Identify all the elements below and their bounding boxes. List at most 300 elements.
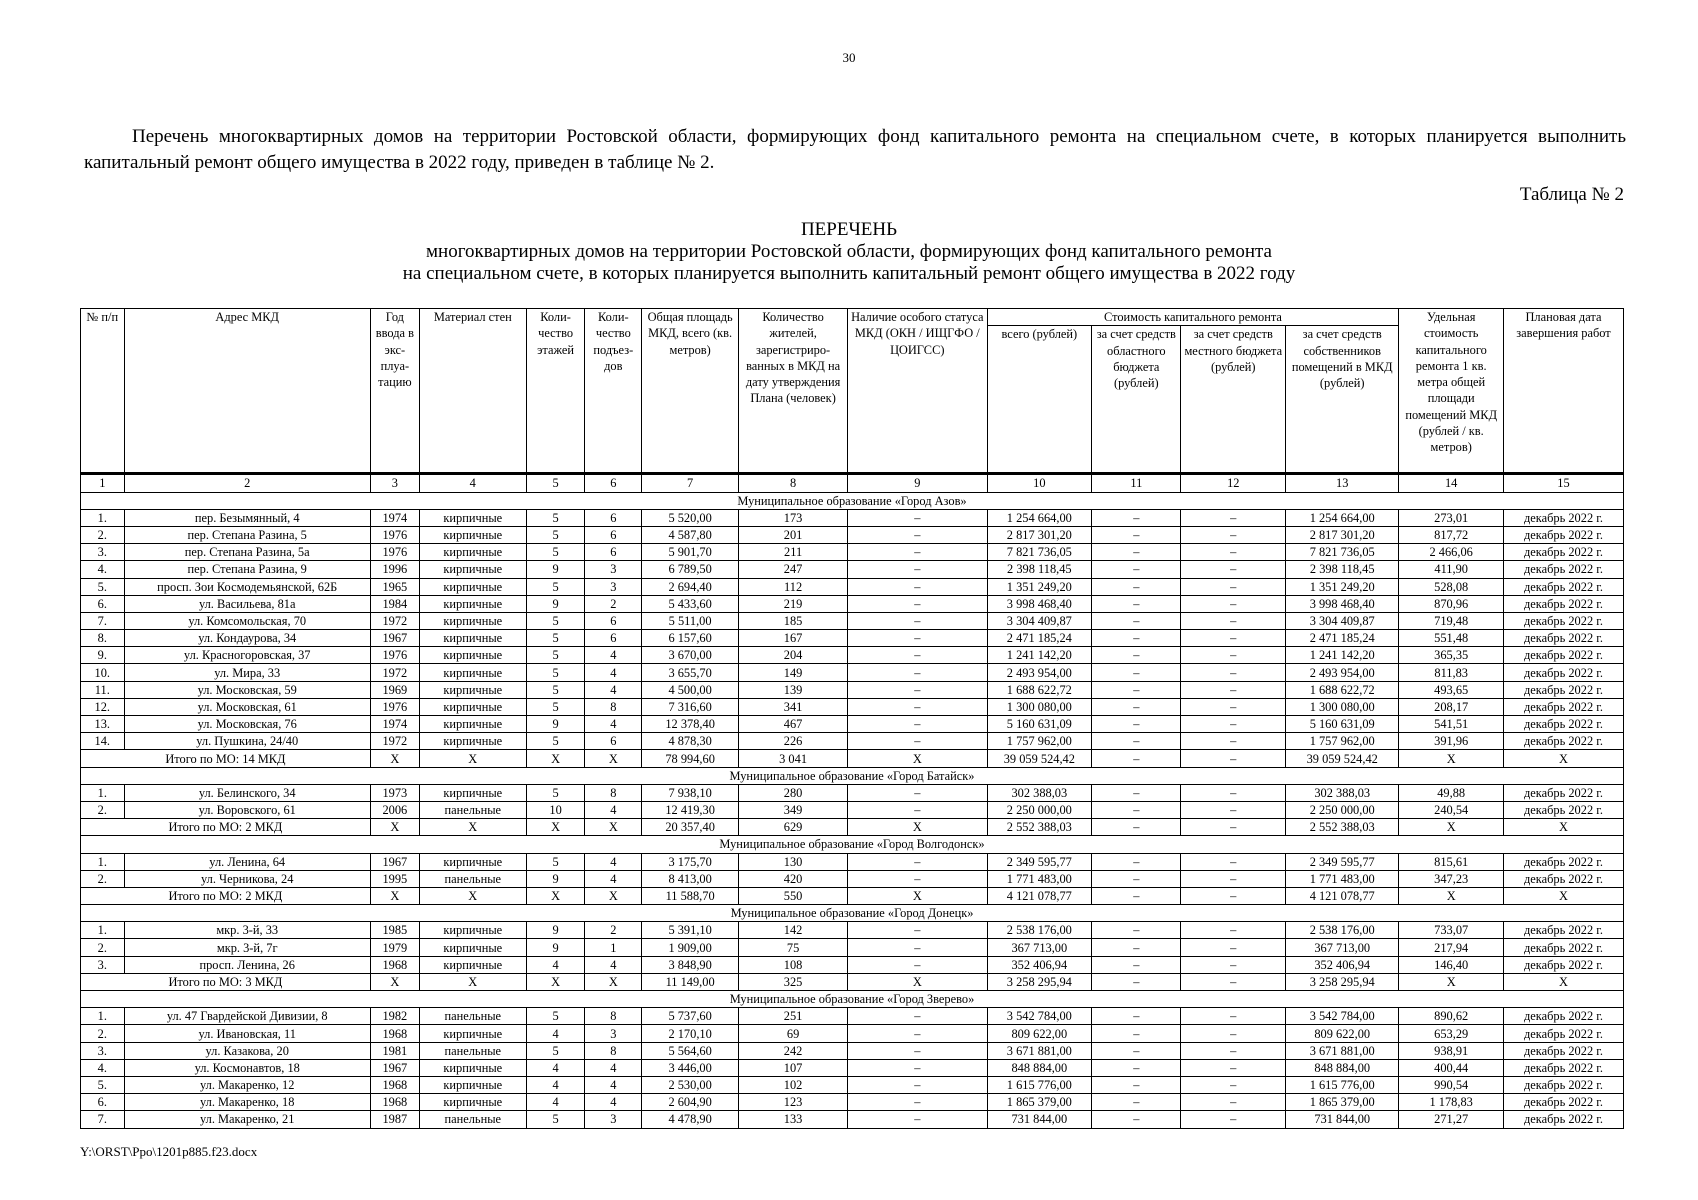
cell-floors: 5 — [526, 526, 585, 543]
cell-planned-date: декабрь 2022 г. — [1503, 1042, 1623, 1059]
cell-status: – — [848, 1042, 987, 1059]
cell-floors: 5 — [526, 509, 585, 526]
cell-floors: 4 — [526, 956, 585, 973]
cell-cost-total: 367 713,00 — [987, 939, 1092, 956]
cell-year: 1976 — [370, 544, 419, 561]
table-row — [81, 1111, 1624, 1128]
cell-unit-cost: 411,90 — [1399, 561, 1504, 578]
file-path-footer: Y:\ORST\Ppo\1201p885.f23.docx — [80, 1144, 258, 1159]
cell-status: – — [848, 578, 987, 595]
cell-residents: 204 — [739, 647, 848, 664]
cell-address: ул. Макаренко, 12 — [124, 1076, 370, 1093]
cell-cost-total: 1 351 249,20 — [987, 578, 1092, 595]
cell-residents: 226 — [739, 733, 848, 750]
cell-planned-date: декабрь 2022 г. — [1503, 1111, 1623, 1128]
column-number: 6 — [585, 474, 642, 492]
cell-entrances: 8 — [585, 698, 642, 715]
heading-line-2: многоквартирных домов на территории Ростовской области, формирующих фонд капитального ремонта — [426, 241, 1272, 262]
table-row — [81, 939, 1624, 956]
column-numbers-row — [81, 474, 1624, 492]
cell-unit-cost: 870,96 — [1399, 595, 1504, 612]
cell-status: – — [848, 1111, 987, 1128]
cell-floors: 9 — [526, 561, 585, 578]
cell-unit-cost: 1 178,83 — [1399, 1094, 1504, 1111]
cell-cost-owners: 2 817 301,20 — [1286, 526, 1399, 543]
cell-year: 2006 — [370, 801, 419, 818]
cell-area: 1 909,00 — [642, 939, 739, 956]
table-row — [81, 647, 1624, 664]
total-label: Итого по МО: 14 МКД — [81, 750, 371, 767]
table-row — [81, 526, 1624, 543]
cell-material: кирпичные — [419, 1076, 526, 1093]
cell-entrances: 4 — [585, 664, 642, 681]
cell-cost-regional: – — [1092, 939, 1181, 956]
cell-area: 5 901,70 — [642, 544, 739, 561]
col-header-residents: Количество жителей, зарегистриро-ванных в МКД на дату утверждения Плана (человек) — [739, 309, 848, 474]
cell-cost-regional: – — [1092, 1008, 1181, 1025]
cell-unit-cost: 938,91 — [1399, 1042, 1504, 1059]
cell-year: 1968 — [370, 1076, 419, 1093]
total-status: X — [848, 819, 987, 836]
table-row — [81, 681, 1624, 698]
cell-cost-local: – — [1181, 1025, 1286, 1042]
cell-area: 5 520,00 — [642, 509, 739, 526]
cell-status: – — [848, 870, 987, 887]
cell-entrances: 6 — [585, 612, 642, 629]
cell-cost-total: 809 622,00 — [987, 1025, 1092, 1042]
total-status: X — [848, 887, 987, 904]
total-unit-cost: X — [1399, 750, 1504, 767]
cell-material: кирпичные — [419, 526, 526, 543]
cell-area: 5 391,10 — [642, 922, 739, 939]
total-year: X — [370, 750, 419, 767]
cell-address: мкр. 3-й, 7г — [124, 939, 370, 956]
col-header-area: Общая площадь МКД, всего (кв. метров) — [642, 309, 739, 474]
cell-year: 1976 — [370, 647, 419, 664]
cell-cost-local: – — [1181, 612, 1286, 629]
municipality-name: Муниципальное образование «Город Азов» — [81, 492, 1624, 509]
total-planned-date: X — [1503, 819, 1623, 836]
cell-residents: 130 — [739, 853, 848, 870]
cell-address: ул. Васильева, 81а — [124, 595, 370, 612]
cell-cost-owners: 3 304 409,87 — [1286, 612, 1399, 629]
cell-address: ул. Макаренко, 18 — [124, 1094, 370, 1111]
cell-residents: 420 — [739, 870, 848, 887]
cell-cost-owners: 1 254 664,00 — [1286, 509, 1399, 526]
cell-cost-total: 1 688 622,72 — [987, 681, 1092, 698]
cell-cost-regional: – — [1092, 612, 1181, 629]
cell-unit-cost: 2 466,06 — [1399, 544, 1504, 561]
cell-unit-cost: 811,83 — [1399, 664, 1504, 681]
cell-cost-regional: – — [1092, 733, 1181, 750]
cell-unit-cost: 146,40 — [1399, 956, 1504, 973]
cell-row-num: 3. — [81, 1042, 125, 1059]
cell-entrances: 2 — [585, 922, 642, 939]
cell-area: 4 478,90 — [642, 1111, 739, 1128]
total-label: Итого по МО: 2 МКД — [81, 887, 371, 904]
cell-row-num: 5. — [81, 578, 125, 595]
cell-status: – — [848, 1094, 987, 1111]
cell-address: мкр. 3-й, 33 — [124, 922, 370, 939]
cell-planned-date: декабрь 2022 г. — [1503, 647, 1623, 664]
cell-cost-local: – — [1181, 526, 1286, 543]
cell-material: кирпичные — [419, 612, 526, 629]
cell-address: ул. 47 Гвардейской Дивизии, 8 — [124, 1008, 370, 1025]
cell-floors: 5 — [526, 698, 585, 715]
table-body — [81, 492, 1624, 1128]
cell-address: ул. Московская, 76 — [124, 716, 370, 733]
cell-entrances: 6 — [585, 630, 642, 647]
cell-cost-regional: – — [1092, 1042, 1181, 1059]
cell-residents: 467 — [739, 716, 848, 733]
cell-material: кирпичные — [419, 698, 526, 715]
cell-area: 5 433,60 — [642, 595, 739, 612]
table-row — [81, 698, 1624, 715]
column-number: 15 — [1503, 474, 1623, 492]
cell-entrances: 3 — [585, 578, 642, 595]
cell-status: – — [848, 561, 987, 578]
total-cost-owners: 2 552 388,03 — [1286, 819, 1399, 836]
cell-row-num: 1. — [81, 853, 125, 870]
cell-planned-date: декабрь 2022 г. — [1503, 698, 1623, 715]
cell-floors: 5 — [526, 664, 585, 681]
cell-row-num: 3. — [81, 956, 125, 973]
cell-planned-date: декабрь 2022 г. — [1503, 526, 1623, 543]
cell-residents: 139 — [739, 681, 848, 698]
cell-cost-local: – — [1181, 853, 1286, 870]
cell-cost-total: 2 349 595,77 — [987, 853, 1092, 870]
table-row — [81, 853, 1624, 870]
cell-cost-regional: – — [1092, 595, 1181, 612]
total-year: X — [370, 887, 419, 904]
cell-cost-local: – — [1181, 784, 1286, 801]
cell-year: 1968 — [370, 1025, 419, 1042]
total-entrances: X — [585, 973, 642, 990]
total-unit-cost: X — [1399, 819, 1504, 836]
cell-entrances: 4 — [585, 681, 642, 698]
total-cost-owners: 4 121 078,77 — [1286, 887, 1399, 904]
cell-address: просп. Зои Космодемьянской, 62Б — [124, 578, 370, 595]
cell-unit-cost: 208,17 — [1399, 698, 1504, 715]
cell-cost-total: 2 398 118,45 — [987, 561, 1092, 578]
table-row — [81, 578, 1624, 595]
cell-material: панельные — [419, 801, 526, 818]
cell-unit-cost: 551,48 — [1399, 630, 1504, 647]
table-row — [81, 733, 1624, 750]
cell-row-num: 6. — [81, 595, 125, 612]
cell-cost-local: – — [1181, 716, 1286, 733]
cell-address: просп. Ленина, 26 — [124, 956, 370, 973]
cell-planned-date: декабрь 2022 г. — [1503, 1059, 1623, 1076]
total-area: 20 357,40 — [642, 819, 739, 836]
cell-year: 1987 — [370, 1111, 419, 1128]
cell-cost-total: 2 471 185,24 — [987, 630, 1092, 647]
total-cost-owners: 3 258 295,94 — [1286, 973, 1399, 990]
cell-cost-local: – — [1181, 1008, 1286, 1025]
cell-residents: 112 — [739, 578, 848, 595]
cell-residents: 247 — [739, 561, 848, 578]
cell-year: 1979 — [370, 939, 419, 956]
cell-material: кирпичные — [419, 956, 526, 973]
cell-cost-owners: 3 542 784,00 — [1286, 1008, 1399, 1025]
cell-unit-cost: 217,94 — [1399, 939, 1504, 956]
cell-entrances: 4 — [585, 1094, 642, 1111]
cell-material: кирпичные — [419, 509, 526, 526]
cell-status: – — [848, 698, 987, 715]
column-number: 10 — [987, 474, 1092, 492]
cell-residents: 167 — [739, 630, 848, 647]
cell-entrances: 4 — [585, 1076, 642, 1093]
header-row — [81, 309, 1624, 326]
cell-entrances: 1 — [585, 939, 642, 956]
cell-status: – — [848, 595, 987, 612]
cell-material: кирпичные — [419, 1025, 526, 1042]
cell-cost-regional: – — [1092, 578, 1181, 595]
table-row — [81, 956, 1624, 973]
cell-year: 1969 — [370, 681, 419, 698]
cell-status: – — [848, 509, 987, 526]
cell-cost-regional: – — [1092, 681, 1181, 698]
cell-status: – — [848, 1025, 987, 1042]
cell-floors: 9 — [526, 595, 585, 612]
table-row — [81, 922, 1624, 939]
cell-cost-owners: 2 349 595,77 — [1286, 853, 1399, 870]
total-cost-local: – — [1181, 819, 1286, 836]
total-unit-cost: X — [1399, 973, 1504, 990]
cell-area: 6 157,60 — [642, 630, 739, 647]
total-residents: 629 — [739, 819, 848, 836]
cell-status: – — [848, 1059, 987, 1076]
cell-address: ул. Макаренко, 21 — [124, 1111, 370, 1128]
cell-planned-date: декабрь 2022 г. — [1503, 1094, 1623, 1111]
cell-cost-total: 2 250 000,00 — [987, 801, 1092, 818]
cell-floors: 9 — [526, 939, 585, 956]
col-header-cost-group: Стоимость капитального ремонта — [987, 309, 1399, 326]
table-row — [81, 544, 1624, 561]
cell-cost-total: 302 388,03 — [987, 784, 1092, 801]
cell-unit-cost: 493,65 — [1399, 681, 1504, 698]
cell-area: 3 848,90 — [642, 956, 739, 973]
cell-cost-total: 3 671 881,00 — [987, 1042, 1092, 1059]
column-number: 12 — [1181, 474, 1286, 492]
heading-title: ПЕРЕЧЕНЬ — [800, 219, 898, 240]
cell-cost-total: 848 884,00 — [987, 1059, 1092, 1076]
cell-status: – — [848, 630, 987, 647]
cell-year: 1995 — [370, 870, 419, 887]
cell-area: 3 670,00 — [642, 647, 739, 664]
cell-unit-cost: 365,35 — [1399, 647, 1504, 664]
cell-address: пер. Степана Разина, 9 — [124, 561, 370, 578]
cell-unit-cost: 347,23 — [1399, 870, 1504, 887]
cell-material: кирпичные — [419, 939, 526, 956]
cell-status: – — [848, 956, 987, 973]
cell-area: 5 564,60 — [642, 1042, 739, 1059]
col-header-floors: Коли-чество этажей — [526, 309, 585, 474]
cell-cost-regional: – — [1092, 544, 1181, 561]
total-entrances: X — [585, 819, 642, 836]
cell-row-num: 5. — [81, 1076, 125, 1093]
cell-residents: 107 — [739, 1059, 848, 1076]
col-header-year: Год ввода в экс-плуа-тацию — [370, 309, 419, 474]
table-row — [81, 1042, 1624, 1059]
cell-row-num: 2. — [81, 870, 125, 887]
column-number: 11 — [1092, 474, 1181, 492]
cell-status: – — [848, 853, 987, 870]
cell-year: 1996 — [370, 561, 419, 578]
cell-status: – — [848, 681, 987, 698]
column-number: 1 — [81, 474, 125, 492]
cell-material: кирпичные — [419, 595, 526, 612]
total-material: X — [419, 750, 526, 767]
cell-year: 1972 — [370, 733, 419, 750]
cell-residents: 349 — [739, 801, 848, 818]
total-floors: X — [526, 819, 585, 836]
cell-floors: 5 — [526, 630, 585, 647]
total-floors: X — [526, 887, 585, 904]
cell-row-num: 7. — [81, 1111, 125, 1128]
col-header-status: Наличие особого статуса МКД (ОКН / ИЩГФО / ЦОИГСС) — [848, 309, 987, 474]
cell-row-num: 2. — [81, 526, 125, 543]
col-header-cost-total: всего (рублей) — [987, 326, 1092, 474]
cell-status: – — [848, 922, 987, 939]
cell-unit-cost: 719,48 — [1399, 612, 1504, 629]
cell-entrances: 6 — [585, 733, 642, 750]
cell-cost-owners: 731 844,00 — [1286, 1111, 1399, 1128]
total-planned-date: X — [1503, 887, 1623, 904]
cell-floors: 5 — [526, 544, 585, 561]
cell-area: 2 694,40 — [642, 578, 739, 595]
cell-status: – — [848, 526, 987, 543]
cell-area: 7 938,10 — [642, 784, 739, 801]
cell-material: кирпичные — [419, 544, 526, 561]
cell-material: кирпичные — [419, 716, 526, 733]
total-row — [81, 973, 1624, 990]
cell-entrances: 4 — [585, 956, 642, 973]
table-row — [81, 664, 1624, 681]
cell-residents: 108 — [739, 956, 848, 973]
cell-unit-cost: 990,54 — [1399, 1076, 1504, 1093]
municipality-row — [81, 836, 1624, 853]
column-number: 9 — [848, 474, 987, 492]
cell-address: пер. Безымянный, 4 — [124, 509, 370, 526]
cell-cost-regional: – — [1092, 1059, 1181, 1076]
cell-planned-date: декабрь 2022 г. — [1503, 612, 1623, 629]
cell-floors: 5 — [526, 681, 585, 698]
cell-address: ул. Комсомольская, 70 — [124, 612, 370, 629]
cell-cost-local: – — [1181, 956, 1286, 973]
cell-address: ул. Белинского, 34 — [124, 784, 370, 801]
cell-row-num: 10. — [81, 664, 125, 681]
cell-year: 1973 — [370, 784, 419, 801]
cell-address: ул. Мира, 33 — [124, 664, 370, 681]
cell-residents: 149 — [739, 664, 848, 681]
cell-status: – — [848, 733, 987, 750]
cell-cost-local: – — [1181, 922, 1286, 939]
intro-paragraph: Перечень многоквартирных домов на территории Ростовской области, формирующих фонд капитального ремонта на специальном счете, в которых планируется выполнить капитальный ремонт общего имущества в 2022 году, приведен в таблице № 2. — [84, 126, 1626, 173]
cell-cost-owners: 1 615 776,00 — [1286, 1076, 1399, 1093]
cell-cost-total: 2 817 301,20 — [987, 526, 1092, 543]
table-row — [81, 595, 1624, 612]
table-row — [81, 1076, 1624, 1093]
total-status: X — [848, 750, 987, 767]
cell-planned-date: декабрь 2022 г. — [1503, 922, 1623, 939]
cell-cost-total: 1 865 379,00 — [987, 1094, 1092, 1111]
cell-area: 2 604,90 — [642, 1094, 739, 1111]
cell-row-num: 14. — [81, 733, 125, 750]
table-heading — [0, 219, 1698, 285]
cell-cost-regional: – — [1092, 716, 1181, 733]
total-residents: 3 041 — [739, 750, 848, 767]
total-cost-local: – — [1181, 750, 1286, 767]
column-number: 4 — [419, 474, 526, 492]
cell-planned-date: декабрь 2022 г. — [1503, 870, 1623, 887]
cell-entrances: 4 — [585, 1059, 642, 1076]
cell-cost-total: 3 542 784,00 — [987, 1008, 1092, 1025]
table-row — [81, 784, 1624, 801]
cell-cost-total: 1 757 962,00 — [987, 733, 1092, 750]
cell-cost-owners: 1 771 483,00 — [1286, 870, 1399, 887]
cell-material: кирпичные — [419, 578, 526, 595]
cell-unit-cost: 653,29 — [1399, 1025, 1504, 1042]
municipality-row — [81, 991, 1624, 1008]
cell-cost-owners: 1 688 622,72 — [1286, 681, 1399, 698]
cell-residents: 133 — [739, 1111, 848, 1128]
cell-residents: 341 — [739, 698, 848, 715]
cell-year: 1984 — [370, 595, 419, 612]
cell-unit-cost: 400,44 — [1399, 1059, 1504, 1076]
total-cost-regional: – — [1092, 973, 1181, 990]
cell-row-num: 6. — [81, 1094, 125, 1111]
column-number: 13 — [1286, 474, 1399, 492]
page-number: 30 — [842, 50, 856, 65]
cell-cost-total: 2 493 954,00 — [987, 664, 1092, 681]
col-header-address: Адрес МКД — [124, 309, 370, 474]
total-cost-regional: – — [1092, 887, 1181, 904]
cell-cost-regional: – — [1092, 1025, 1181, 1042]
cell-cost-owners: 1 300 080,00 — [1286, 698, 1399, 715]
total-cost-local: – — [1181, 887, 1286, 904]
cell-cost-total: 352 406,94 — [987, 956, 1092, 973]
cell-cost-local: – — [1181, 544, 1286, 561]
cell-cost-regional: – — [1092, 956, 1181, 973]
total-area: 11 149,00 — [642, 973, 739, 990]
cell-area: 12 419,30 — [642, 801, 739, 818]
cell-row-num: 3. — [81, 544, 125, 561]
cell-entrances: 3 — [585, 1025, 642, 1042]
cell-floors: 9 — [526, 870, 585, 887]
cell-floors: 4 — [526, 1076, 585, 1093]
total-label: Итого по МО: 2 МКД — [81, 819, 371, 836]
cell-year: 1985 — [370, 922, 419, 939]
cell-residents: 211 — [739, 544, 848, 561]
cell-entrances: 4 — [585, 716, 642, 733]
cell-cost-local: – — [1181, 630, 1286, 647]
cell-cost-regional: – — [1092, 801, 1181, 818]
cell-planned-date: декабрь 2022 г. — [1503, 595, 1623, 612]
houses-table — [80, 308, 1624, 1129]
cell-cost-owners: 3 671 881,00 — [1286, 1042, 1399, 1059]
cell-row-num: 2. — [81, 801, 125, 818]
cell-cost-regional: – — [1092, 784, 1181, 801]
cell-row-num: 7. — [81, 612, 125, 629]
cell-residents: 185 — [739, 612, 848, 629]
cell-planned-date: декабрь 2022 г. — [1503, 1008, 1623, 1025]
cell-year: 1974 — [370, 716, 419, 733]
cell-cost-total: 3 998 468,40 — [987, 595, 1092, 612]
cell-cost-total: 7 821 736,05 — [987, 544, 1092, 561]
column-number: 3 — [370, 474, 419, 492]
cell-unit-cost: 817,72 — [1399, 526, 1504, 543]
